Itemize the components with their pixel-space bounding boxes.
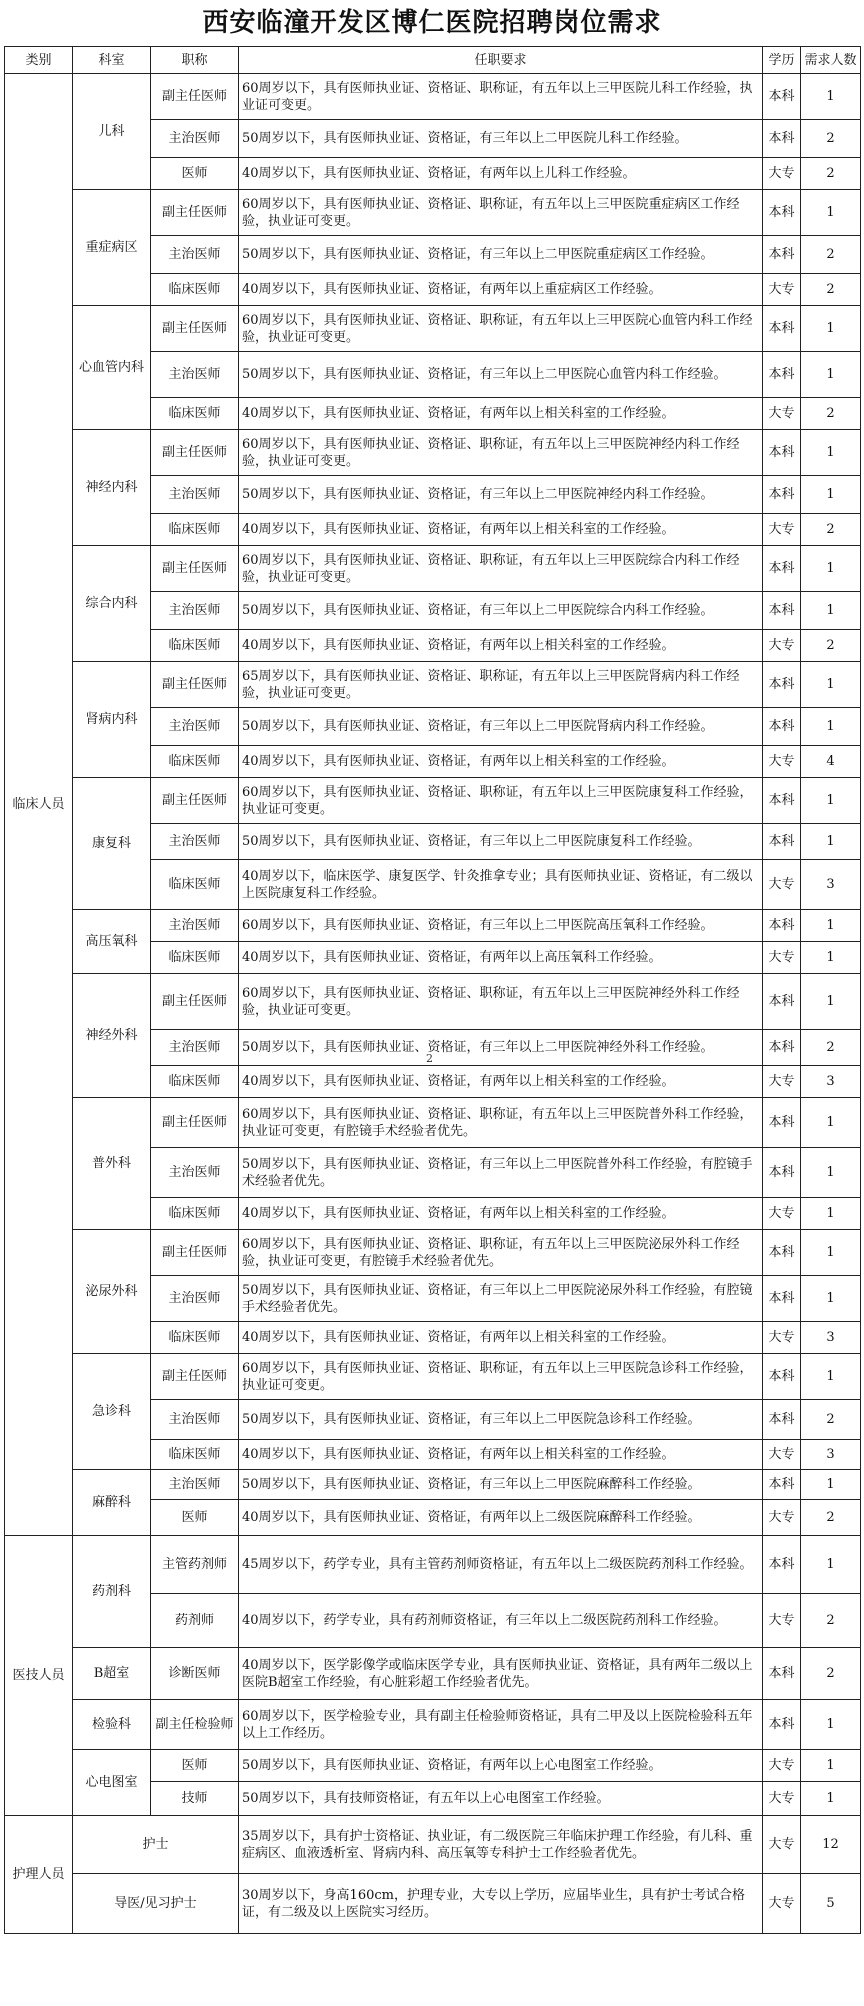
headcount-cell: 1	[801, 1098, 861, 1148]
education-cell: 本科	[763, 1400, 801, 1440]
requirement-cell: 50周岁以下，具有医师执业证、资格证，有三年以上二甲医院神经外科工作经验。	[239, 1030, 763, 1066]
requirement-cell: 60周岁以下，具有医师执业证、资格证，有三年以上二甲医院高压氧科工作经验。	[239, 910, 763, 942]
requirement-cell: 40周岁以下，具有医师执业证、资格证，有两年以上相关科室的工作经验。	[239, 1322, 763, 1354]
education-cell: 大专	[763, 274, 801, 306]
header-category: 类别	[5, 47, 73, 74]
education-cell: 本科	[763, 910, 801, 942]
headcount-cell: 2	[801, 398, 861, 430]
headcount-cell: 3	[801, 1322, 861, 1354]
job-title-cell: 主治医师	[151, 1470, 239, 1500]
page-number: 2	[426, 1052, 433, 1065]
headcount-cell: 1	[801, 708, 861, 746]
job-title-cell: 主治医师	[151, 1148, 239, 1198]
department-cell: 护士	[73, 1816, 239, 1874]
department-cell: 导医/见习护士	[73, 1874, 239, 1934]
education-cell: 大专	[763, 860, 801, 910]
job-title-cell: 技师	[151, 1782, 239, 1816]
requirement-cell: 50周岁以下，具有医师执业证、资格证，有三年以上二甲医院心血管内科工作经验。	[239, 352, 763, 398]
requirement-cell: 60周岁以下，具有医师执业证、资格证、职称证，有五年以上三甲医院心血管内科工作经验，执业证可变更。	[239, 306, 763, 352]
requirement-cell: 50周岁以下，具有医师执业证、资格证，有三年以上二甲医院综合内科工作经验。	[239, 592, 763, 630]
header-requirements: 任职要求	[239, 47, 763, 74]
department-cell: 检验科	[73, 1700, 151, 1750]
headcount-cell: 1	[801, 74, 861, 120]
table-row	[5, 1098, 861, 1148]
requirement-cell: 40周岁以下，具有医师执业证、资格证，有两年以上相关科室的工作经验。	[239, 630, 763, 662]
job-title-cell: 主治医师	[151, 1030, 239, 1066]
education-cell: 本科	[763, 1030, 801, 1066]
recruitment-table	[4, 46, 861, 1934]
table-row	[5, 778, 861, 824]
education-cell: 大专	[763, 1594, 801, 1648]
job-title-cell: 医师	[151, 1750, 239, 1782]
requirement-cell: 40周岁以下，具有医师执业证、资格证，有两年以上相关科室的工作经验。	[239, 1198, 763, 1230]
job-title-cell: 药剂师	[151, 1594, 239, 1648]
job-title-cell: 副主任检验师	[151, 1700, 239, 1750]
job-title-cell: 主治医师	[151, 1276, 239, 1322]
header-count: 需求人数	[801, 47, 861, 74]
headcount-cell: 2	[801, 274, 861, 306]
requirement-cell: 50周岁以下，具有医师执业证、资格证，有三年以上二甲医院普外科工作经验，有腔镜手术经验者优先。	[239, 1148, 763, 1198]
headcount-cell: 1	[801, 1354, 861, 1400]
table-header-row	[5, 47, 861, 74]
requirement-cell: 40周岁以下，具有医师执业证、资格证，有两年以上相关科室的工作经验。	[239, 1440, 763, 1470]
header-title: 职称	[151, 47, 239, 74]
department-cell: 心电图室	[73, 1750, 151, 1816]
headcount-cell: 3	[801, 1066, 861, 1098]
requirement-cell: 40周岁以下，具有医师执业证、资格证，有两年以上二级医院麻醉科工作经验。	[239, 1500, 763, 1536]
department-cell: 神经内科	[73, 430, 151, 546]
headcount-cell: 1	[801, 1198, 861, 1230]
education-cell: 本科	[763, 1276, 801, 1322]
headcount-cell: 2	[801, 1648, 861, 1700]
education-cell: 大专	[763, 1322, 801, 1354]
job-title-cell: 主治医师	[151, 476, 239, 514]
headcount-cell: 1	[801, 1700, 861, 1750]
education-cell: 本科	[763, 778, 801, 824]
education-cell: 本科	[763, 1098, 801, 1148]
job-title-cell: 主治医师	[151, 1400, 239, 1440]
requirement-cell: 50周岁以下，具有医师执业证、资格证，有两年以上心电图室工作经验。	[239, 1750, 763, 1782]
education-cell: 本科	[763, 1536, 801, 1594]
requirement-cell: 40周岁以下，具有医师执业证、资格证，有两年以上相关科室的工作经验。	[239, 398, 763, 430]
table-row	[5, 1816, 861, 1874]
education-cell: 本科	[763, 352, 801, 398]
job-title-cell: 主治医师	[151, 120, 239, 158]
headcount-cell: 2	[801, 1500, 861, 1536]
headcount-cell: 1	[801, 942, 861, 974]
education-cell: 大专	[763, 942, 801, 974]
headcount-cell: 2	[801, 514, 861, 546]
education-cell: 大专	[763, 1750, 801, 1782]
headcount-cell: 1	[801, 1750, 861, 1782]
requirement-cell: 60周岁以下，具有医师执业证、资格证、职称证，有五年以上三甲医院神经内科工作经验，执业证可变更。	[239, 430, 763, 476]
job-title-cell: 临床医师	[151, 942, 239, 974]
headcount-cell: 1	[801, 476, 861, 514]
job-title-cell: 副主任医师	[151, 74, 239, 120]
table-row	[5, 1470, 861, 1500]
job-title-cell: 医师	[151, 158, 239, 190]
requirement-cell: 60周岁以下，具有医师执业证、资格证、职称证，有五年以上三甲医院康复科工作经验，执业证可变更。	[239, 778, 763, 824]
headcount-cell: 1	[801, 546, 861, 592]
department-cell: 高压氧科	[73, 910, 151, 974]
category-cell: 护理人员	[5, 1816, 73, 1934]
education-cell: 大专	[763, 1440, 801, 1470]
headcount-cell: 5	[801, 1874, 861, 1934]
department-cell: 泌尿外科	[73, 1230, 151, 1354]
headcount-cell: 1	[801, 1782, 861, 1816]
headcount-cell: 1	[801, 910, 861, 942]
requirement-cell: 50周岁以下，具有医师执业证、资格证，有三年以上二甲医院重症病区工作经验。	[239, 236, 763, 274]
requirement-cell: 60周岁以下，具有医师执业证、资格证、职称证，有五年以上三甲医院神经外科工作经验，执业证可变更。	[239, 974, 763, 1030]
education-cell: 本科	[763, 1700, 801, 1750]
headcount-cell: 1	[801, 1470, 861, 1500]
education-cell: 本科	[763, 1648, 801, 1700]
job-title-cell: 副主任医师	[151, 778, 239, 824]
table-row	[5, 1700, 861, 1750]
education-cell: 本科	[763, 1148, 801, 1198]
table-row	[5, 974, 861, 1030]
education-cell: 本科	[763, 974, 801, 1030]
department-cell: 重症病区	[73, 190, 151, 306]
requirement-cell: 30周岁以下，身高160cm，护理专业，大专以上学历，应届毕业生，具有护士考试合格证，有二级及以上医院实习经历。	[239, 1874, 763, 1934]
requirement-cell: 60周岁以下，具有医师执业证、资格证、职称证，有五年以上三甲医院综合内科工作经验，执业证可变更。	[239, 546, 763, 592]
requirement-cell: 35周岁以下，具有护士资格证、执业证，有二级医院三年临床护理工作经验，有儿科、重症病区、血液透析室、肾病内科、高压氧等专科护士工作经验者优先。	[239, 1816, 763, 1874]
requirement-cell: 40周岁以下，具有医师执业证、资格证，有两年以上重症病区工作经验。	[239, 274, 763, 306]
headcount-cell: 2	[801, 1594, 861, 1648]
header-education: 学历	[763, 47, 801, 74]
headcount-cell: 3	[801, 1440, 861, 1470]
requirement-cell: 40周岁以下，具有医师执业证、资格证，有两年以上高压氧科工作经验。	[239, 942, 763, 974]
headcount-cell: 1	[801, 1536, 861, 1594]
requirement-cell: 50周岁以下，具有医师执业证、资格证，有三年以上二甲医院麻醉科工作经验。	[239, 1470, 763, 1500]
job-title-cell: 副主任医师	[151, 430, 239, 476]
department-cell: 儿科	[73, 74, 151, 190]
category-cell: 医技人员	[5, 1536, 73, 1816]
table-row	[5, 1874, 861, 1934]
education-cell: 大专	[763, 1198, 801, 1230]
education-cell: 本科	[763, 236, 801, 274]
table-row	[5, 1648, 861, 1700]
job-title-cell: 主治医师	[151, 236, 239, 274]
requirement-cell: 40周岁以下，具有医师执业证、资格证，有两年以上相关科室的工作经验。	[239, 746, 763, 778]
table-body	[5, 74, 861, 1934]
requirement-cell: 65周岁以下，具有医师执业证、资格证、职称证，有五年以上三甲医院肾病内科工作经验，执业证可变更。	[239, 662, 763, 708]
requirement-cell: 40周岁以下，药学专业，具有药剂师资格证，有三年以上二级医院药剂科工作经验。	[239, 1594, 763, 1648]
job-title-cell: 副主任医师	[151, 974, 239, 1030]
job-title-cell: 副主任医师	[151, 546, 239, 592]
page-title: 西安临潼开发区博仁医院招聘岗位需求	[202, 8, 662, 38]
job-title-cell: 临床医师	[151, 1322, 239, 1354]
category-cell: 临床人员	[5, 74, 73, 1536]
requirement-cell: 60周岁以下，具有医师执业证、资格证、职称证，有五年以上三甲医院泌尿外科工作经验，执业证可变更，有腔镜手术经验者优先。	[239, 1230, 763, 1276]
job-title-cell: 副主任医师	[151, 306, 239, 352]
department-cell: 药剂科	[73, 1536, 151, 1648]
headcount-cell: 2	[801, 1030, 861, 1066]
education-cell: 大专	[763, 158, 801, 190]
education-cell: 大专	[763, 514, 801, 546]
job-title-cell: 临床医师	[151, 274, 239, 306]
headcount-cell: 1	[801, 430, 861, 476]
education-cell: 大专	[763, 1816, 801, 1874]
table-row	[5, 430, 861, 476]
headcount-cell: 1	[801, 1276, 861, 1322]
header-department: 科室	[73, 47, 151, 74]
education-cell: 本科	[763, 190, 801, 236]
department-cell: 麻醉科	[73, 1470, 151, 1536]
table-row	[5, 1354, 861, 1400]
job-title-cell: 副主任医师	[151, 190, 239, 236]
job-title-cell: 临床医师	[151, 1198, 239, 1230]
job-title-cell: 副主任医师	[151, 1230, 239, 1276]
requirement-cell: 50周岁以下，具有医师执业证、资格证，有三年以上二甲医院泌尿外科工作经验，有腔镜手术经验者优先。	[239, 1276, 763, 1322]
education-cell: 本科	[763, 708, 801, 746]
department-cell: 综合内科	[73, 546, 151, 662]
headcount-cell: 3	[801, 860, 861, 910]
requirement-cell: 60周岁以下，具有医师执业证、资格证、职称证，有五年以上三甲医院急诊科工作经验，执业证可变更。	[239, 1354, 763, 1400]
headcount-cell: 2	[801, 1400, 861, 1440]
job-title-cell: 主管药剂师	[151, 1536, 239, 1594]
requirement-cell: 40周岁以下，具有医师执业证、资格证，有两年以上相关科室的工作经验。	[239, 1066, 763, 1098]
requirement-cell: 60周岁以下，具有医师执业证、资格证、职称证，有五年以上三甲医院重症病区工作经验，执业证可变更。	[239, 190, 763, 236]
table-row	[5, 306, 861, 352]
education-cell: 本科	[763, 1230, 801, 1276]
education-cell: 本科	[763, 546, 801, 592]
table-row	[5, 910, 861, 942]
headcount-cell: 12	[801, 1816, 861, 1874]
department-cell: 康复科	[73, 778, 151, 910]
education-cell: 大专	[763, 1066, 801, 1098]
requirement-cell: 40周岁以下，临床医学、康复医学、针灸推拿专业；具有医师执业证、资格证，有二级以上医院康复科工作经验。	[239, 860, 763, 910]
department-cell: 神经外科	[73, 974, 151, 1098]
education-cell: 本科	[763, 824, 801, 860]
requirement-cell: 50周岁以下，具有医师执业证、资格证，有三年以上二甲医院神经内科工作经验。	[239, 476, 763, 514]
department-cell: 肾病内科	[73, 662, 151, 778]
education-cell: 本科	[763, 306, 801, 352]
headcount-cell: 2	[801, 630, 861, 662]
table-row	[5, 662, 861, 708]
headcount-cell: 4	[801, 746, 861, 778]
table-row	[5, 546, 861, 592]
headcount-cell: 1	[801, 352, 861, 398]
requirement-cell: 60周岁以下，医学检验专业，具有副主任检验师资格证，具有二甲及以上医院检验科五年以上工作经历。	[239, 1700, 763, 1750]
headcount-cell: 1	[801, 1148, 861, 1198]
headcount-cell: 1	[801, 190, 861, 236]
education-cell: 本科	[763, 1354, 801, 1400]
job-title-cell: 临床医师	[151, 1440, 239, 1470]
headcount-cell: 1	[801, 824, 861, 860]
headcount-cell: 2	[801, 120, 861, 158]
requirement-cell: 50周岁以下，具有技师资格证，有五年以上心电图室工作经验。	[239, 1782, 763, 1816]
headcount-cell: 1	[801, 778, 861, 824]
table-row	[5, 74, 861, 120]
job-title-cell: 主治医师	[151, 708, 239, 746]
education-cell: 本科	[763, 1470, 801, 1500]
requirement-cell: 50周岁以下，具有医师执业证、资格证，有三年以上二甲医院康复科工作经验。	[239, 824, 763, 860]
requirement-cell: 50周岁以下，具有医师执业证、资格证，有三年以上二甲医院儿科工作经验。	[239, 120, 763, 158]
department-cell: 普外科	[73, 1098, 151, 1230]
requirement-cell: 40周岁以下，具有医师执业证、资格证，有两年以上相关科室的工作经验。	[239, 514, 763, 546]
job-title-cell: 临床医师	[151, 860, 239, 910]
job-title-cell: 临床医师	[151, 630, 239, 662]
job-title-cell: 临床医师	[151, 746, 239, 778]
headcount-cell: 2	[801, 236, 861, 274]
department-cell: 心血管内科	[73, 306, 151, 430]
job-title-cell: 临床医师	[151, 398, 239, 430]
education-cell: 本科	[763, 74, 801, 120]
education-cell: 大专	[763, 1874, 801, 1934]
education-cell: 大专	[763, 1500, 801, 1536]
job-title-cell: 主治医师	[151, 824, 239, 860]
education-cell: 大专	[763, 1782, 801, 1816]
job-title-cell: 副主任医师	[151, 1098, 239, 1148]
table-row	[5, 1536, 861, 1594]
education-cell: 本科	[763, 430, 801, 476]
job-title-cell: 诊断医师	[151, 1648, 239, 1700]
headcount-cell: 1	[801, 662, 861, 708]
headcount-cell: 1	[801, 306, 861, 352]
requirement-cell: 40周岁以下，具有医师执业证、资格证，有两年以上儿科工作经验。	[239, 158, 763, 190]
education-cell: 大专	[763, 398, 801, 430]
department-cell: B超室	[73, 1648, 151, 1700]
requirement-cell: 40周岁以下，医学影像学或临床医学专业，具有医师执业证、资格证，具有两年二级以上医院B超室工作经验，有心脏彩超工作经验者优先。	[239, 1648, 763, 1700]
education-cell: 本科	[763, 592, 801, 630]
department-cell: 急诊科	[73, 1354, 151, 1470]
education-cell: 本科	[763, 662, 801, 708]
job-title-cell: 主治医师	[151, 352, 239, 398]
headcount-cell: 1	[801, 592, 861, 630]
requirement-cell: 45周岁以下，药学专业，具有主管药剂师资格证，有五年以上二级医院药剂科工作经验。	[239, 1536, 763, 1594]
job-title-cell: 副主任医师	[151, 1354, 239, 1400]
job-title-cell: 临床医师	[151, 1066, 239, 1098]
job-title-cell: 副主任医师	[151, 662, 239, 708]
education-cell: 大专	[763, 746, 801, 778]
headcount-cell: 1	[801, 974, 861, 1030]
table-row	[5, 1750, 861, 1782]
job-title-cell: 主治医师	[151, 910, 239, 942]
headcount-cell: 2	[801, 158, 861, 190]
job-title-cell: 医师	[151, 1500, 239, 1536]
requirement-cell: 60周岁以下，具有医师执业证、资格证、职称证，有五年以上三甲医院儿科工作经验，执业证可变更。	[239, 74, 763, 120]
requirement-cell: 50周岁以下，具有医师执业证、资格证，有三年以上二甲医院急诊科工作经验。	[239, 1400, 763, 1440]
job-title-cell: 临床医师	[151, 514, 239, 546]
table-row	[5, 1230, 861, 1276]
job-title-cell: 主治医师	[151, 592, 239, 630]
headcount-cell: 1	[801, 1230, 861, 1276]
education-cell: 本科	[763, 476, 801, 514]
education-cell: 大专	[763, 630, 801, 662]
education-cell: 本科	[763, 120, 801, 158]
table-row	[5, 190, 861, 236]
requirement-cell: 60周岁以下，具有医师执业证、资格证、职称证，有五年以上三甲医院普外科工作经验，执业证可变更，有腔镜手术经验者优先。	[239, 1098, 763, 1148]
requirement-cell: 50周岁以下，具有医师执业证、资格证，有三年以上二甲医院肾病内科工作经验。	[239, 708, 763, 746]
